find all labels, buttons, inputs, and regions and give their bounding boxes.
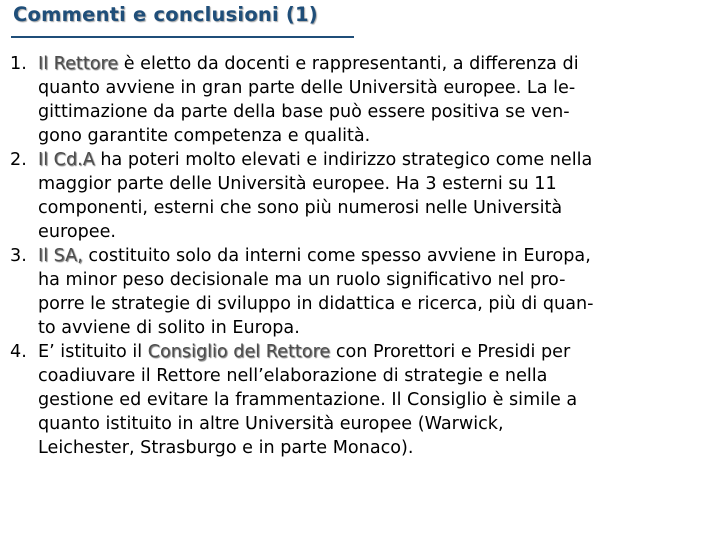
item-line: gono garantite competenza e qualità. [38, 126, 371, 146]
item-line: porre le strategie di sviluppo in didattica e ricerca, più di quan- [38, 294, 594, 314]
item-prefix: E’ istituito il [38, 342, 148, 362]
item-line [38, 244, 716, 268]
item-text: è eletto da docenti e rappresentanti, a differenza di [118, 54, 579, 74]
item-line: componenti, esterni che sono più numerosi nelle Università [38, 198, 563, 218]
item-text: costituito solo da interni come spesso avviene in Europa, [82, 246, 591, 266]
item-text: ha poteri molto elevati e indirizzo strategico come nella [94, 150, 593, 170]
item-keyword: Il Rettore [38, 54, 119, 74]
item-line [38, 340, 716, 364]
item-line: gestione ed evitare la frammentazione. Il Consiglio è simile a [38, 390, 578, 410]
item-number: 2. [10, 150, 27, 170]
title-underline [11, 36, 354, 38]
item-line [38, 52, 716, 76]
item-line: europee. [38, 222, 116, 242]
item-line: quanto istituito in altre Università europee (Warwick, [38, 414, 504, 434]
item-line: to avviene di solito in Europa. [38, 318, 300, 338]
item-line: Leichester, Strasburgo e in parte Monaco). [38, 438, 414, 458]
list-item-3 [10, 244, 716, 340]
item-line [38, 148, 716, 172]
item-line: maggior parte delle Università europee. Ha 3 esterni su 11 [38, 174, 557, 194]
item-number: 3. [10, 246, 27, 266]
list-item-1 [10, 52, 716, 148]
item-text: con Prorettori e Presidi per [330, 342, 571, 362]
item-keyword: Il SA, [38, 246, 83, 266]
item-number: 1. [10, 54, 27, 74]
item-number: 4. [10, 342, 27, 362]
item-line: coadiuvare il Rettore nell’elaborazione di strategie e nella [38, 366, 548, 386]
item-line: gittimazione da parte della base può essere positiva se ven- [38, 102, 570, 122]
item-line: ha minor peso decisionale ma un ruolo significativo nel pro- [38, 270, 566, 290]
item-keyword: Il Cd.A [38, 150, 95, 170]
item-line: quanto avviene in gran parte delle Università europee. La le- [38, 78, 576, 98]
slide-title: Commenti e conclusioni (1) [13, 3, 318, 26]
list-item-4 [10, 340, 716, 460]
list-item-2 [10, 148, 716, 244]
item-keyword: Consiglio del Rettore [147, 342, 331, 362]
conclusions-list [10, 52, 716, 460]
